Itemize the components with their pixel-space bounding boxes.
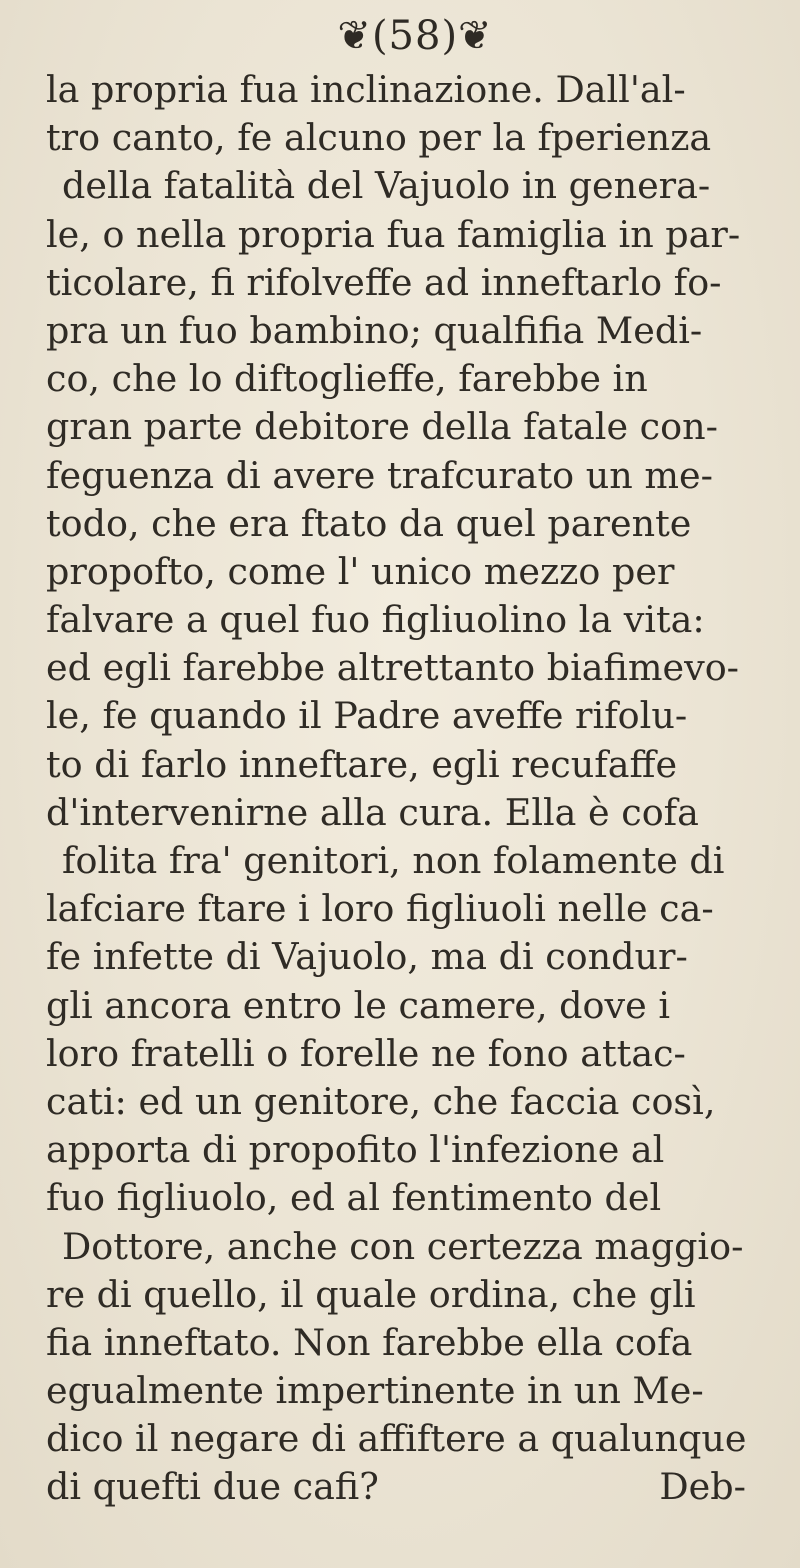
text-line: fia inneftato. Non farebbe ella cofa — [46, 1320, 693, 1364]
text-line: gran parte debitore della fatale con- — [46, 405, 718, 449]
text-line: apporta di propofito l'infezione al — [46, 1128, 665, 1172]
text-line: gli ancora entro le camere, dove i — [46, 983, 670, 1027]
text-line: loro fratelli o forelle ne fono attac- — [46, 1031, 686, 1075]
text-line: feguenza di avere trafcurato un me- — [46, 453, 713, 497]
text-line: falvare a quel fuo figliuolino la vita: — [46, 598, 705, 642]
text-line: pra un fuo bambino; qualfifia Medi- — [46, 308, 703, 352]
text-line: todo, che era ftato da quel parente — [46, 501, 692, 545]
text-line: tro canto, fe alcuno per la fperienza — [46, 116, 712, 160]
text-line: ed egli farebbe altrettanto biafimevo- — [46, 646, 740, 690]
text-line: folita fra' genitori, non folamente di — [62, 839, 725, 882]
text-line: lafciare ftare i loro figliuoli nelle ca- — [46, 887, 714, 931]
text-line: re di quello, il quale ordina, che gli — [46, 1272, 696, 1316]
text-line: fe infette di Vajuolo, ma di condur- — [46, 935, 688, 979]
body-text — [46, 66, 786, 1512]
last-text-line: di quefti due cafi? — [46, 1465, 379, 1509]
text-line: le, fe quando il Padre aveffe rifolu- — [46, 694, 688, 738]
text-line: Dottore, anche con certezza maggio- — [62, 1224, 744, 1268]
text-line: co, che lo diftoglieffe, farebbe in — [46, 357, 648, 401]
text-line: fuo figliuolo, ed al fentimento del — [46, 1176, 662, 1220]
last-line-row — [46, 1463, 746, 1511]
text-line: della fatalità del Vajuolo in genera- — [62, 164, 711, 208]
catchword: Deb- — [659, 1465, 746, 1509]
page-number-header: ❦(58)❦ — [337, 13, 493, 59]
text-line: la propria fua inclinazione. Dall'al- — [46, 68, 686, 111]
text-line: le, o nella propria fua famiglia in par- — [46, 212, 741, 256]
text-line: d'intervenirne alla cura. Ella è cofa — [46, 790, 699, 834]
text-line: dico il negare di affiftere a qualunque — [46, 1417, 747, 1461]
text-line: propofto, come l' unico mezzo per — [46, 549, 675, 593]
text-line: egualmente impertinente in un Me- — [46, 1369, 704, 1413]
text-line: to di farlo inneftare, egli recufaffe — [46, 742, 678, 786]
text-line: ticolare, fi rifolveffe ad inneftarlo fo- — [46, 260, 722, 304]
text-line: cati: ed un genitore, che faccia così, — [46, 1079, 716, 1123]
